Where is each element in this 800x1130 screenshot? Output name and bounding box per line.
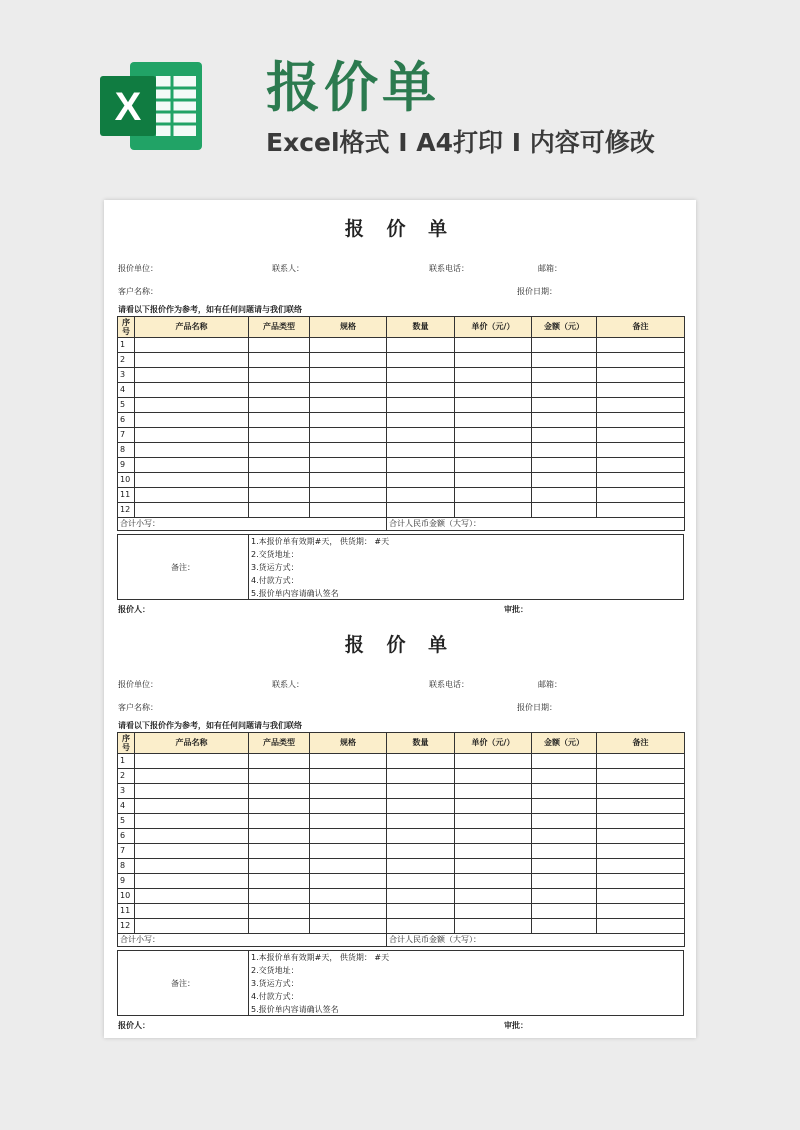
remarks-box	[117, 950, 684, 1016]
table-row	[118, 799, 685, 814]
banner-title: 报价单	[266, 56, 440, 119]
cell[interactable]	[310, 503, 387, 518]
cell[interactable]	[532, 413, 597, 428]
row-index: 7	[118, 428, 135, 443]
cell[interactable]	[249, 473, 310, 488]
cell[interactable]	[249, 754, 310, 769]
cell[interactable]	[135, 859, 249, 874]
cell[interactable]	[597, 859, 685, 874]
cell[interactable]	[455, 874, 532, 889]
col-header-remark: 备注	[597, 317, 685, 338]
cell[interactable]	[310, 859, 387, 874]
quoter-label: 报价人：	[118, 1021, 150, 1030]
quote-document	[104, 200, 696, 1038]
cell[interactable]	[387, 503, 455, 518]
cell[interactable]	[249, 889, 310, 904]
quote-table	[117, 732, 685, 947]
phone-label: 联系电话：	[429, 264, 469, 273]
cell[interactable]	[310, 799, 387, 814]
row-index: 4	[118, 799, 135, 814]
row-index: 6	[118, 413, 135, 428]
cell[interactable]	[310, 368, 387, 383]
contact-label: 联系人：	[272, 680, 304, 689]
cell[interactable]	[597, 413, 685, 428]
cell[interactable]	[249, 859, 310, 874]
table-row	[118, 398, 685, 413]
cell[interactable]	[135, 458, 249, 473]
cell[interactable]	[532, 473, 597, 488]
table-row	[118, 353, 685, 368]
cell[interactable]	[249, 338, 310, 353]
cell[interactable]	[310, 353, 387, 368]
col-header-quantity: 数量	[387, 733, 455, 754]
cell[interactable]	[249, 784, 310, 799]
remark-line: 2.交货地址：	[251, 966, 299, 975]
cell[interactable]	[455, 919, 532, 934]
remark-line: 5.报价单内容请确认签名	[251, 1005, 339, 1014]
sheet-title: 报 价 单	[344, 634, 456, 656]
cell[interactable]	[310, 919, 387, 934]
col-header-remark: 备注	[597, 733, 685, 754]
cell[interactable]	[310, 889, 387, 904]
col-header-index: 序号	[118, 733, 135, 754]
table-row	[118, 413, 685, 428]
row-index: 2	[118, 353, 135, 368]
cell[interactable]	[310, 383, 387, 398]
cell[interactable]	[387, 368, 455, 383]
cell[interactable]	[455, 443, 532, 458]
cell[interactable]	[249, 814, 310, 829]
cell[interactable]	[249, 799, 310, 814]
cell[interactable]	[532, 784, 597, 799]
col-header-spec: 规格	[310, 733, 387, 754]
col-header-amount: 金额（元）	[532, 317, 597, 338]
col-header-product-name: 产品名称	[135, 733, 249, 754]
cell[interactable]	[597, 769, 685, 784]
subtotal-cell[interactable]: 合计小写：	[118, 934, 387, 947]
row-index: 3	[118, 784, 135, 799]
cell[interactable]	[455, 814, 532, 829]
email-label: 邮箱：	[538, 264, 562, 273]
cell[interactable]	[387, 443, 455, 458]
cell[interactable]	[597, 784, 685, 799]
cell[interactable]	[249, 844, 310, 859]
cell[interactable]	[135, 799, 249, 814]
approve-label: 审批：	[504, 1021, 528, 1030]
cell[interactable]	[597, 904, 685, 919]
cell[interactable]	[532, 769, 597, 784]
remarks-label: 备注：	[118, 535, 249, 599]
table-row	[118, 383, 685, 398]
table-header-row	[118, 733, 685, 754]
row-index: 7	[118, 844, 135, 859]
table-row	[118, 919, 685, 934]
table-row	[118, 488, 685, 503]
remark-line: 1.本报价单有效期#天， 供货期： #天	[251, 537, 390, 546]
cell[interactable]	[532, 874, 597, 889]
quote-date-label: 报价日期：	[517, 287, 557, 296]
cell[interactable]	[387, 784, 455, 799]
remarks-box	[117, 534, 684, 600]
cell[interactable]	[532, 488, 597, 503]
cell[interactable]	[387, 458, 455, 473]
table-row	[118, 874, 685, 889]
cell[interactable]	[135, 488, 249, 503]
cell[interactable]	[387, 859, 455, 874]
cell[interactable]	[249, 428, 310, 443]
row-index: 10	[118, 473, 135, 488]
cell[interactable]	[455, 859, 532, 874]
cell[interactable]	[597, 428, 685, 443]
customer-label: 客户名称：	[118, 287, 158, 296]
row-index: 8	[118, 443, 135, 458]
table-row	[118, 844, 685, 859]
cell[interactable]	[387, 904, 455, 919]
remark-line: 1.本报价单有效期#天， 供货期： #天	[251, 953, 390, 962]
quoter-label: 报价人：	[118, 605, 150, 614]
cell[interactable]	[387, 874, 455, 889]
remark-line: 3.货运方式：	[251, 979, 299, 988]
cell[interactable]	[597, 353, 685, 368]
cell[interactable]	[597, 754, 685, 769]
phone-label: 联系电话：	[429, 680, 469, 689]
quote-date-label: 报价日期：	[517, 703, 557, 712]
table-row	[118, 428, 685, 443]
contact-label: 联系人：	[272, 264, 304, 273]
cell[interactable]	[455, 458, 532, 473]
cell[interactable]	[532, 338, 597, 353]
col-header-unit-price: 单价（元/）	[455, 733, 532, 754]
row-index: 9	[118, 874, 135, 889]
totals-row	[118, 934, 685, 947]
cell[interactable]	[135, 503, 249, 518]
cell[interactable]	[135, 413, 249, 428]
cell[interactable]	[455, 769, 532, 784]
cell[interactable]	[597, 503, 685, 518]
remark-line: 5.报价单内容请确认签名	[251, 589, 339, 598]
cell[interactable]	[532, 904, 597, 919]
cell[interactable]	[387, 829, 455, 844]
row-index: 12	[118, 919, 135, 934]
col-header-quantity: 数量	[387, 317, 455, 338]
cell[interactable]	[597, 383, 685, 398]
cell[interactable]	[455, 368, 532, 383]
cell[interactable]	[455, 488, 532, 503]
customer-label: 客户名称：	[118, 703, 158, 712]
cell[interactable]	[597, 443, 685, 458]
cell[interactable]	[387, 428, 455, 443]
row-index: 11	[118, 488, 135, 503]
row-index: 2	[118, 769, 135, 784]
cell[interactable]	[249, 368, 310, 383]
cell[interactable]	[387, 754, 455, 769]
cell[interactable]	[249, 398, 310, 413]
cell[interactable]	[387, 473, 455, 488]
cell[interactable]	[249, 353, 310, 368]
cell[interactable]	[532, 844, 597, 859]
approve-label: 审批：	[504, 605, 528, 614]
cell[interactable]	[310, 473, 387, 488]
table-row	[118, 368, 685, 383]
cell[interactable]	[310, 784, 387, 799]
cell[interactable]	[455, 473, 532, 488]
table-row	[118, 769, 685, 784]
cell[interactable]	[597, 368, 685, 383]
cell[interactable]	[135, 769, 249, 784]
cell[interactable]	[455, 503, 532, 518]
cell[interactable]	[135, 338, 249, 353]
col-header-product-type: 产品类型	[249, 317, 310, 338]
cell[interactable]	[310, 844, 387, 859]
subtotal-cell[interactable]: 合计小写：	[118, 518, 387, 531]
remarks-label: 备注：	[118, 951, 249, 1015]
email-label: 邮箱：	[538, 680, 562, 689]
cell[interactable]	[249, 503, 310, 518]
cell[interactable]	[310, 413, 387, 428]
row-index: 1	[118, 338, 135, 353]
cell[interactable]	[310, 904, 387, 919]
cell[interactable]	[249, 413, 310, 428]
cell[interactable]	[135, 353, 249, 368]
cell[interactable]	[532, 398, 597, 413]
cell[interactable]	[455, 353, 532, 368]
cell[interactable]	[135, 889, 249, 904]
cell[interactable]	[387, 413, 455, 428]
cell[interactable]	[387, 338, 455, 353]
table-row	[118, 338, 685, 353]
cell[interactable]	[135, 473, 249, 488]
row-index: 1	[118, 754, 135, 769]
cell[interactable]	[310, 829, 387, 844]
cell[interactable]	[455, 889, 532, 904]
cell[interactable]	[532, 814, 597, 829]
table-row	[118, 904, 685, 919]
cell[interactable]	[135, 368, 249, 383]
excel-logo-icon	[100, 58, 204, 154]
cell[interactable]	[135, 844, 249, 859]
table-row	[118, 829, 685, 844]
cell[interactable]	[249, 488, 310, 503]
quote-table	[117, 316, 685, 531]
table-row	[118, 443, 685, 458]
cell[interactable]	[249, 874, 310, 889]
cell[interactable]	[310, 443, 387, 458]
table-row	[118, 458, 685, 473]
remark-line: 4.付款方式：	[251, 992, 299, 1001]
cell[interactable]	[532, 368, 597, 383]
cell[interactable]	[597, 874, 685, 889]
cell[interactable]	[310, 488, 387, 503]
cell[interactable]	[387, 769, 455, 784]
cell[interactable]	[310, 769, 387, 784]
col-header-product-name: 产品名称	[135, 317, 249, 338]
cell[interactable]	[249, 443, 310, 458]
cell[interactable]	[532, 754, 597, 769]
cell[interactable]	[249, 458, 310, 473]
cell[interactable]	[597, 829, 685, 844]
cell[interactable]	[387, 919, 455, 934]
cell[interactable]	[532, 353, 597, 368]
col-header-product-type: 产品类型	[249, 733, 310, 754]
cell[interactable]	[532, 919, 597, 934]
remark-line: 2.交货地址：	[251, 550, 299, 559]
cell[interactable]	[597, 919, 685, 934]
quote-unit-label: 报价单位：	[118, 264, 158, 273]
cell[interactable]	[597, 338, 685, 353]
cell[interactable]	[532, 443, 597, 458]
cell[interactable]	[455, 829, 532, 844]
cell[interactable]	[532, 383, 597, 398]
cell[interactable]	[597, 488, 685, 503]
cell[interactable]	[455, 383, 532, 398]
quote-unit-label: 报价单位：	[118, 680, 158, 689]
cell[interactable]	[135, 874, 249, 889]
table-row	[118, 503, 685, 518]
row-index: 12	[118, 503, 135, 518]
cell[interactable]	[387, 488, 455, 503]
cell[interactable]	[597, 398, 685, 413]
cell[interactable]	[532, 799, 597, 814]
cell[interactable]	[455, 904, 532, 919]
reference-note: 请看以下报价作为参考，如有任何问题请与我们联络	[118, 305, 302, 314]
cell[interactable]	[135, 383, 249, 398]
cell[interactable]	[310, 428, 387, 443]
table-row	[118, 784, 685, 799]
table-header-row	[118, 317, 685, 338]
cell[interactable]	[532, 859, 597, 874]
cell[interactable]	[455, 784, 532, 799]
cell[interactable]	[455, 844, 532, 859]
cell[interactable]	[387, 844, 455, 859]
cell[interactable]	[135, 443, 249, 458]
cell[interactable]	[455, 338, 532, 353]
cell[interactable]	[135, 754, 249, 769]
reference-note: 请看以下报价作为参考，如有任何问题请与我们联络	[118, 721, 302, 730]
cell[interactable]	[597, 889, 685, 904]
cell[interactable]	[249, 919, 310, 934]
cell[interactable]	[387, 353, 455, 368]
row-index: 4	[118, 383, 135, 398]
cell[interactable]	[387, 889, 455, 904]
cell[interactable]	[597, 814, 685, 829]
table-row	[118, 814, 685, 829]
cell[interactable]	[135, 919, 249, 934]
cell[interactable]	[532, 428, 597, 443]
table-row	[118, 473, 685, 488]
cell[interactable]	[387, 814, 455, 829]
total-rmb-cell[interactable]: 合计人民币金额（大写）：	[387, 934, 685, 947]
banner-subtitle: Excel格式 I A4打印 I 内容可修改	[266, 128, 655, 157]
total-rmb-cell[interactable]: 合计人民币金额（大写）：	[387, 518, 685, 531]
cell[interactable]	[597, 799, 685, 814]
cell[interactable]	[455, 413, 532, 428]
cell[interactable]	[310, 754, 387, 769]
cell[interactable]	[249, 904, 310, 919]
cell[interactable]	[135, 398, 249, 413]
cell[interactable]	[387, 799, 455, 814]
cell[interactable]	[135, 428, 249, 443]
remark-line: 3.货运方式：	[251, 563, 299, 572]
cell[interactable]	[310, 814, 387, 829]
cell[interactable]	[455, 799, 532, 814]
cell[interactable]	[532, 829, 597, 844]
cell[interactable]	[387, 398, 455, 413]
table-row	[118, 754, 685, 769]
cell[interactable]	[310, 398, 387, 413]
cell[interactable]	[135, 814, 249, 829]
cell[interactable]	[249, 383, 310, 398]
cell[interactable]	[597, 844, 685, 859]
row-index: 5	[118, 814, 135, 829]
cell[interactable]	[135, 904, 249, 919]
cell[interactable]	[455, 398, 532, 413]
row-index: 5	[118, 398, 135, 413]
cell[interactable]	[597, 458, 685, 473]
cell[interactable]	[532, 458, 597, 473]
row-index: 10	[118, 889, 135, 904]
totals-row	[118, 518, 685, 531]
col-header-index: 序号	[118, 317, 135, 338]
table-row	[118, 859, 685, 874]
row-index: 9	[118, 458, 135, 473]
table-row	[118, 889, 685, 904]
cell[interactable]	[135, 829, 249, 844]
row-index: 6	[118, 829, 135, 844]
cell[interactable]	[249, 769, 310, 784]
col-header-amount: 金额（元）	[532, 733, 597, 754]
cell[interactable]	[597, 473, 685, 488]
row-index: 8	[118, 859, 135, 874]
cell[interactable]	[310, 338, 387, 353]
cell[interactable]	[387, 383, 455, 398]
col-header-spec: 规格	[310, 317, 387, 338]
svg-text:X: X	[114, 85, 142, 129]
cell[interactable]	[135, 784, 249, 799]
row-index: 3	[118, 368, 135, 383]
cell[interactable]	[532, 889, 597, 904]
row-index: 11	[118, 904, 135, 919]
cell[interactable]	[310, 458, 387, 473]
cell[interactable]	[249, 829, 310, 844]
sheet-title: 报 价 单	[344, 218, 456, 240]
cell[interactable]	[532, 503, 597, 518]
remark-line: 4.付款方式：	[251, 576, 299, 585]
cell[interactable]	[455, 754, 532, 769]
col-header-unit-price: 单价（元/）	[455, 317, 532, 338]
cell[interactable]	[310, 874, 387, 889]
cell[interactable]	[455, 428, 532, 443]
